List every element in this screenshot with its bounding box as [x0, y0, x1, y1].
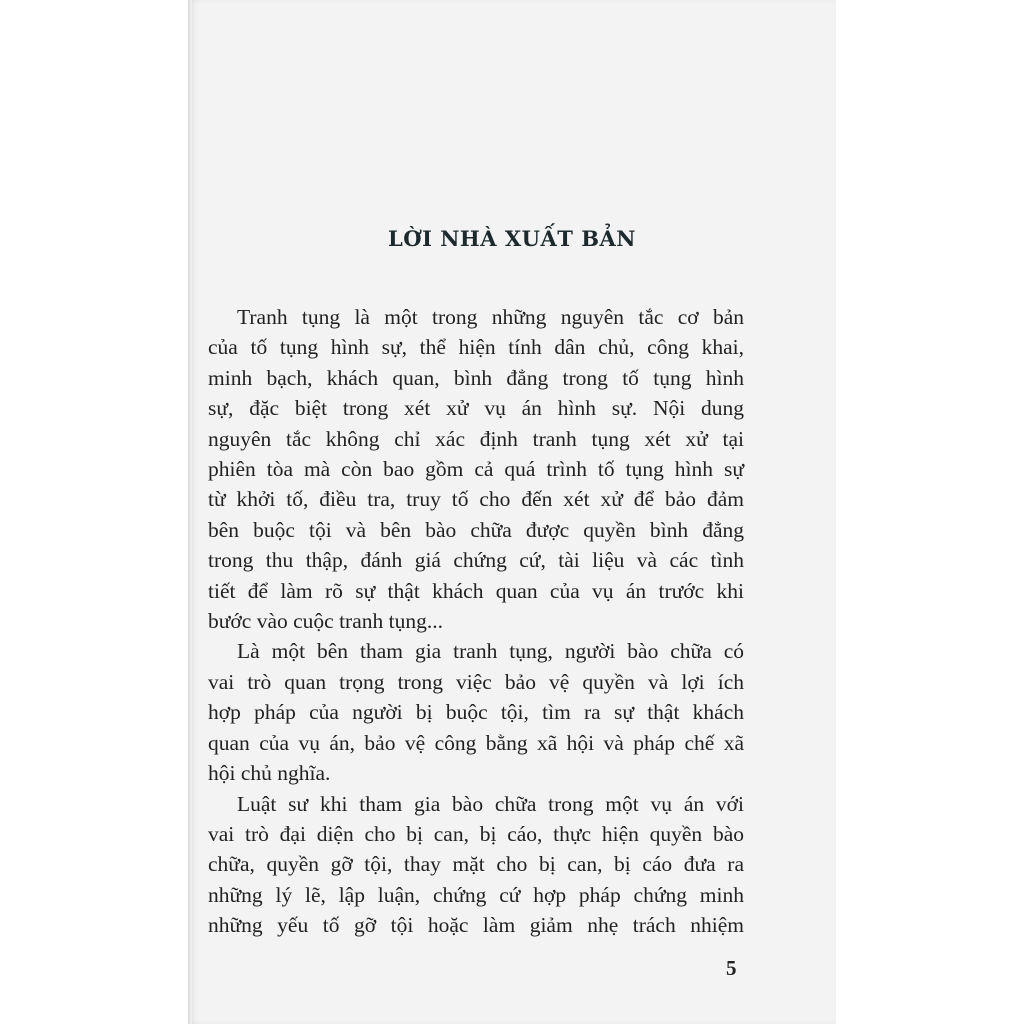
text-line: Tranh tụng là một trong những nguyên tắc cơ bản: [237, 305, 744, 329]
text-line: phiên tòa mà còn bao gồm cả quá trình tố tụng hình sự: [208, 457, 744, 482]
text-line: vai trò quan trọng trong việc bảo vệ quyền và lợi ích: [208, 669, 744, 694]
text-line: hợp pháp của người bị buộc tội, tìm ra sự thật khách: [208, 700, 744, 725]
text-line: bước vào cuộc tranh tụng...: [208, 609, 443, 634]
body-text: [208, 302, 744, 941]
text-line: nguyên tắc không chỉ xác định tranh tụng xét xử tại: [208, 426, 744, 451]
page-title: LỜI NHÀ XUẤT BẢN: [388, 226, 636, 251]
text-line: trong thu thập, đánh giá chứng cứ, tài liệu và các tình: [208, 548, 744, 573]
text-line: Là một bên tham gia tranh tụng, người bào chữa có: [237, 639, 744, 664]
paragraph: [208, 302, 744, 636]
text-line: những lý lẽ, lập luận, chứng cứ hợp pháp chứng minh: [208, 882, 744, 907]
text-line: bên buộc tội và bên bào chữa được quyền bình đẳng: [208, 517, 744, 542]
text-line: tiết để làm rõ sự thật khách quan của vụ án trước khi: [208, 578, 744, 603]
page-binding-edge: [188, 0, 192, 1024]
text-line: chữa, quyền gỡ tội, thay mặt cho bị can, bị cáo đưa ra: [208, 852, 744, 877]
text-line: minh bạch, khách quan, bình đẳng trong tố tụng hình: [208, 365, 744, 390]
paragraph: [208, 636, 744, 788]
text-line: sự, đặc biệt trong xét xử vụ án hình sự. Nội dung: [208, 396, 744, 421]
paragraph: [208, 789, 744, 941]
text-line: quan của vụ án, bảo vệ công bằng xã hội và pháp chế xã: [208, 730, 744, 755]
text-line: từ khởi tố, điều tra, truy tố cho đến xét xử để bảo đảm: [208, 487, 744, 512]
text-line: của tố tụng hình sự, thể hiện tính dân chủ, công khai,: [208, 335, 744, 360]
text-line: hội chủ nghĩa.: [208, 761, 331, 786]
text-line: vai trò đại diện cho bị can, bị cáo, thực hiện quyền bào: [208, 821, 744, 846]
page-number: 5: [726, 956, 737, 980]
text-line: những yếu tố gỡ tội hoặc làm giảm nhẹ trách nhiệm: [208, 913, 744, 938]
text-line: Luật sư khi tham gia bào chữa trong một vụ án với: [237, 791, 744, 816]
